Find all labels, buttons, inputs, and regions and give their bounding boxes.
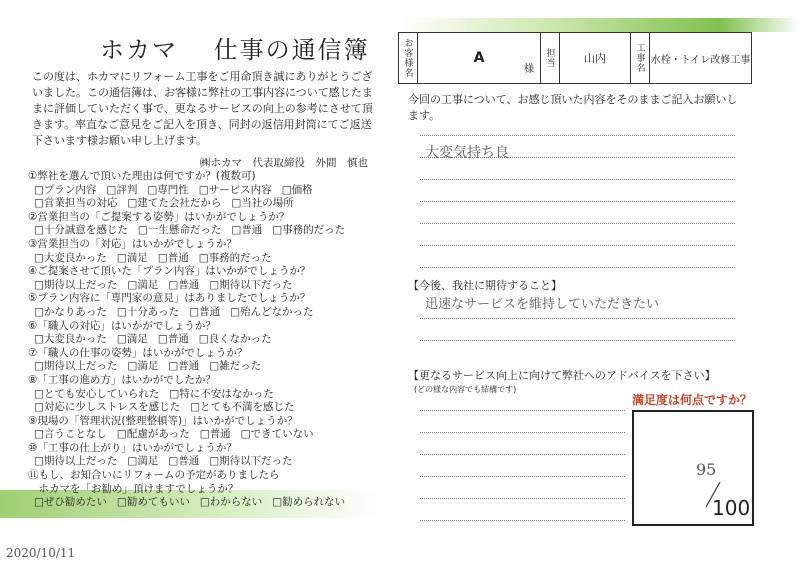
checkbox-option[interactable]: □ぜひ勧めたい — [34, 496, 107, 509]
checkbox-option[interactable]: □営業担当の対応 — [34, 197, 118, 210]
checkbox-option[interactable]: □雑だった — [209, 360, 262, 373]
checkbox-option[interactable]: □普通 — [168, 278, 200, 291]
ruled-line — [420, 340, 735, 341]
checkbox-option[interactable]: □普通 — [157, 251, 189, 264]
checkbox-option[interactable]: □事務的だった — [272, 224, 346, 237]
score-box — [632, 410, 754, 526]
checkbox-option[interactable]: □満足 — [127, 278, 159, 291]
question-5: ⑤プラン内容に「専門家の意見」はありましたでしょうか？ — [28, 292, 311, 305]
green-top-decoration — [400, 18, 800, 32]
checkbox-option[interactable]: □満足 — [127, 360, 159, 373]
header-table — [398, 32, 752, 84]
checkbox-option[interactable]: □満足 — [116, 333, 148, 346]
checkbox-option[interactable]: □配慮があった — [116, 428, 190, 441]
checkbox-option[interactable]: □期待以上だった — [34, 278, 118, 291]
checkbox-option[interactable]: □プラン内容 — [34, 183, 97, 196]
checkbox-option[interactable]: □普通 — [157, 333, 189, 346]
checkbox-option[interactable]: □大変良かった — [34, 251, 107, 264]
checkbox-option[interactable]: □とても安心していられた — [34, 387, 160, 400]
options-8 — [28, 388, 388, 402]
score-value: 95 — [696, 460, 717, 479]
handwritten-answer2: 迅速なサービスを維持していただきたい — [425, 297, 660, 312]
question-13: ホカマを「お勧め」頂けますでしょうか？ — [28, 482, 239, 495]
checkbox-option[interactable]: □普通 — [168, 360, 200, 373]
ruled-line — [420, 267, 735, 268]
checkbox-option[interactable]: □価格 — [281, 183, 313, 196]
checkbox-option[interactable]: □満足 — [116, 251, 148, 264]
checkbox-option[interactable]: □十分誠意を感じた — [34, 224, 128, 237]
options-11 — [28, 455, 388, 469]
staff-label: 担当 — [541, 33, 560, 83]
customer-cell: A 様 — [418, 33, 541, 83]
checkbox-option[interactable]: □殆んどなかった — [230, 305, 314, 318]
ruled-line — [420, 157, 735, 158]
section3-heading: 【更なるサービス向上に向けて弊社へのアドバイスを下さい】 — [408, 369, 716, 382]
question-3: ③営業担当の「対応」はいかがでしょうか？ — [28, 237, 237, 250]
ruled-line — [420, 201, 735, 202]
options-3 — [28, 252, 388, 266]
score-max: 100 — [712, 496, 751, 520]
question-8: ⑧「工事の進め方」はいかがでしたか？ — [28, 373, 216, 386]
intro-text: この度は、ホカマにリフォーム工事をご用命頂き誠にありがとうございました。この通信簿は、お客様に弊社の工事内容について感じたままに評価していただく事で、更なるサービスの向上の参考にさせて頂きます。率直なご意見をご記入を頂き、同封の返信用封筒にてご返送下さいます様お願い申し上げます。 — [32, 70, 373, 147]
ruled-line — [420, 498, 625, 499]
question-12: ⑪もし、お知合いにリフォームの予定がありましたら — [28, 469, 280, 482]
page-title: ホカマ 仕事の通信簿 — [100, 36, 370, 64]
question-4: ④ご提案させて頂いた「プラン内容」はいかがでしょうか？ — [28, 265, 311, 278]
options-5 — [28, 306, 388, 320]
section1-heading: 今回の工事について、お感じ頂いた内容をそのままご記入お願いします。 — [408, 93, 738, 122]
checkbox-option[interactable]: □専門性 — [147, 183, 189, 196]
options-13 — [28, 496, 388, 510]
checkbox-option[interactable]: □言うことなし — [34, 428, 107, 441]
question-2: ②営業担当の「ご提案する姿勢」はいかがでしょうか？ — [28, 210, 290, 223]
staff-cell: 山内 — [560, 33, 631, 83]
ruled-line — [420, 454, 625, 455]
ruled-line — [420, 410, 625, 411]
handwritten-answer1: 大変気持ち良 — [425, 145, 509, 161]
checkbox-option[interactable]: □勧められない — [272, 496, 346, 509]
work-label: 工事名 — [631, 33, 650, 83]
section2-heading: 【今後、我社に期待すること】 — [408, 279, 562, 292]
ruled-line — [420, 476, 625, 477]
options-7 — [28, 360, 388, 374]
checkbox-option[interactable]: □期待以下だった — [209, 278, 293, 291]
checkbox-option[interactable]: □わからない — [199, 496, 263, 509]
customer-label: お客様名 — [399, 33, 418, 83]
ruled-line — [420, 135, 735, 136]
checkbox-option[interactable]: □勧めてもいい — [116, 496, 190, 509]
checkbox-option[interactable]: □とても不満を感じた — [190, 401, 295, 414]
ruled-line — [420, 223, 735, 224]
options-1 — [28, 197, 388, 211]
section3-note: (どの様な内容でも結構です) — [414, 385, 517, 394]
ruled-line — [420, 520, 625, 521]
options-9 — [28, 401, 388, 415]
checkbox-option[interactable]: □期待以上だった — [34, 455, 118, 468]
question-11: ⑩「工事の仕上がり」はいかがでしょうか？ — [28, 441, 237, 454]
checkbox-option[interactable]: □特に不安はなかった — [169, 387, 274, 400]
question-6: ⑥「職人の対応」はいかがでしょうか？ — [28, 319, 216, 332]
options-10 — [28, 428, 388, 442]
question-0: ①弊社を選んで頂いた理由は何ですか？(複数可) — [28, 170, 256, 182]
questionnaire — [28, 170, 388, 510]
checkbox-option[interactable]: □対応に少しストレスを感じた — [34, 401, 181, 414]
checkbox-option[interactable]: □サービス内容 — [198, 183, 272, 196]
checkbox-option[interactable]: □普通 — [199, 428, 231, 441]
checkbox-option[interactable]: □できていない — [240, 428, 314, 441]
ruled-line — [420, 318, 735, 319]
checkbox-option[interactable]: □十分あった — [116, 305, 180, 318]
president-name: ㈱ホカマ 代表取締役 外間 慎也 — [200, 157, 368, 169]
checkbox-option[interactable]: □当社の場所 — [231, 197, 294, 210]
checkbox-option[interactable]: □事務的だった — [198, 251, 272, 264]
ruled-line — [420, 179, 735, 180]
checkbox-option[interactable]: □大変良かった — [34, 333, 107, 346]
checkbox-option[interactable]: □かなりあった — [34, 305, 107, 318]
checkbox-option[interactable]: □普通 — [189, 305, 221, 318]
options-0 — [28, 184, 388, 198]
checkbox-option[interactable]: □評判 — [106, 183, 138, 196]
checkbox-option[interactable]: □期待以上だった — [34, 360, 118, 373]
options-4 — [28, 279, 388, 293]
ruled-line — [420, 245, 735, 246]
checkbox-option[interactable]: □期待以下だった — [209, 455, 293, 468]
work-cell: 水栓・トイレ改修工事 — [650, 54, 751, 66]
checkbox-option[interactable]: □一生懸命だった — [137, 224, 222, 237]
question-10: ⑨現場の「管理状況(整理整頓等)」はいかがでしょうか？ — [28, 414, 298, 427]
checkbox-option[interactable]: □建てた会社だから — [127, 197, 222, 210]
options-2 — [28, 224, 388, 238]
checkbox-option[interactable]: □普通 — [168, 455, 200, 468]
checkbox-option[interactable]: □満足 — [127, 455, 159, 468]
checkbox-option[interactable]: □良くなかった — [198, 333, 272, 346]
date: 2020/10/11 — [6, 546, 76, 560]
question-7: ⑦「職人の仕事の姿勢」はいかがでしょうか？ — [28, 346, 248, 359]
score-question: 満足度は何点ですか？ — [632, 393, 753, 407]
options-6 — [28, 333, 388, 347]
checkbox-option[interactable]: □普通 — [231, 224, 263, 237]
ruled-line — [420, 432, 625, 433]
